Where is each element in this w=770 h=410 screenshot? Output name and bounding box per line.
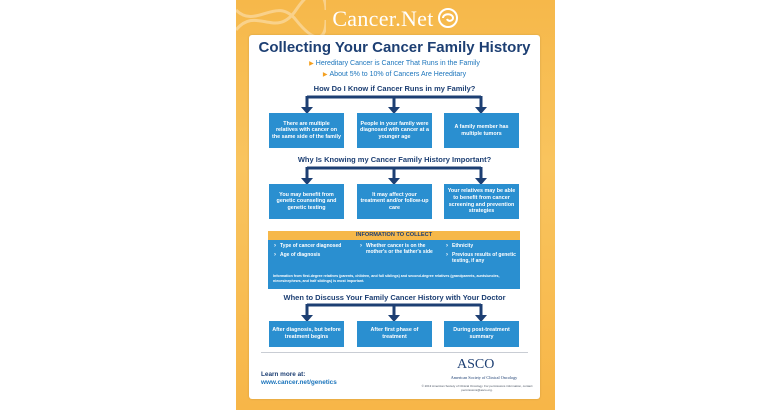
footer-divider	[261, 352, 528, 353]
info-item: › Age of diagnosis	[274, 252, 350, 258]
swirl-icon	[437, 7, 459, 35]
copyright-text: © 2013 American Society of Clinical Oncology. For permissions information, contact permissions@asco.org.	[421, 384, 533, 392]
section2-heading: Why Is Knowing my Cancer Family History Important?	[297, 155, 492, 164]
intro-bullet: ▶ Hereditary Cancer is Cancer That Runs in the Family	[309, 60, 480, 67]
info-column	[360, 243, 436, 258]
learn-more	[261, 371, 337, 387]
section1-box: There are multiple relatives with cancer on the same side of the family	[269, 113, 344, 148]
info-column	[446, 243, 516, 267]
brand-name: Cancer.Net	[332, 6, 434, 31]
infographic-card	[249, 35, 540, 399]
section1-box: People in your family were diagnosed with cancer at a younger age	[357, 113, 432, 148]
info-item: › Type of cancer diagnosed	[274, 243, 350, 249]
information-heading: INFORMATION TO COLLECT	[268, 231, 520, 240]
info-item: › Previous results of genetic testing, if any	[446, 252, 516, 264]
section3-heading: When to Discuss Your Family Cancer History with Your Doctor	[283, 293, 506, 302]
section2-box: It may affect your treatment and/or follow-up care	[357, 184, 432, 219]
learn-more-link[interactable]: www.cancer.net/genetics	[261, 379, 337, 386]
flow-arrows-icon	[249, 166, 540, 186]
flow-arrows-icon	[249, 95, 540, 115]
cancer-net-logo	[236, 6, 555, 35]
asco-full-name: American Society of Clinical Oncology	[450, 375, 518, 380]
learn-more-label: Learn more at:	[261, 371, 306, 378]
section1-heading: How Do I Know if Cancer Runs in my Family?	[313, 84, 476, 93]
section2-box: You may benefit from genetic counseling and genetic testing	[269, 184, 344, 219]
information-panel	[268, 231, 520, 289]
info-note: Information from first-degree relatives (parents, children, and full siblings) and second-degree relatives (grandparents, aunts/uncles, nieces/nephews, and half siblings) is most important.	[273, 274, 500, 283]
info-item: › Whether cancer is on the mother's or the father's side	[360, 243, 436, 255]
intro-bullets	[249, 59, 540, 80]
triangle-bullet-icon: ▶	[322, 71, 328, 78]
info-column	[274, 243, 350, 261]
asco-logo: ASCO	[457, 357, 495, 372]
info-item: › Ethnicity	[446, 243, 516, 249]
intro-bullet: ▶ About 5% to 10% of Cancers Are Hereditary	[322, 70, 467, 78]
triangle-bullet-icon: ▶	[309, 61, 314, 67]
flow-arrows-icon	[249, 303, 540, 323]
section1-box: A family member has multiple tumors	[444, 113, 519, 148]
section3-box: After first phase of treatment	[357, 321, 432, 347]
section3-box: During post-treatment summary	[444, 321, 519, 347]
page-title: Collecting Your Cancer Family History	[258, 39, 531, 56]
section2-box: Your relatives may be able to benefit from cancer screening and prevention strategies	[444, 184, 519, 219]
section3-box: After diagnosis, but before treatment begins	[269, 321, 344, 347]
